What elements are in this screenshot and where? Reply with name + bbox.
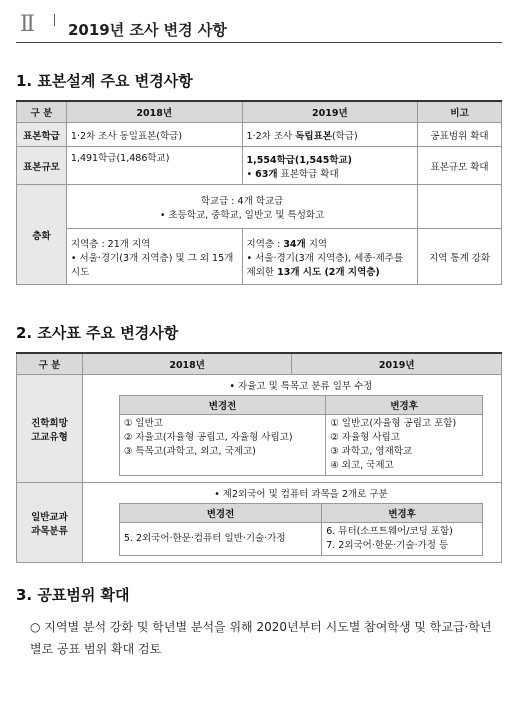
col-note: 비고 [418, 101, 502, 123]
row-head: 표본규모 [17, 147, 67, 185]
before-after-table [119, 395, 483, 476]
chapter-number: Ⅱ [20, 12, 35, 37]
row-head: 일반교과 과목분류 [17, 483, 83, 563]
section3-title: 3. 공표범위 확대 [16, 586, 130, 604]
col-2018: 2018년 [82, 353, 292, 375]
cell-note: 공표범위 확대 [418, 123, 502, 147]
cell-change [82, 375, 501, 483]
col-category: 구 분 [17, 101, 67, 123]
change-summary: • 자율고 및 특목고 분류 일부 수정 [229, 381, 373, 392]
cell-note-empty [418, 185, 502, 229]
change-summary: • 제2외국어 및 컴퓨터 과목을 2개로 구분 [214, 489, 388, 500]
col-2018: 2018년 [66, 101, 242, 123]
before-after-table [119, 503, 483, 556]
cell-2018: 1,491학급(1,486학교) [66, 147, 242, 185]
before-header: 변경전 [119, 504, 321, 523]
after-list: 6. 뮤터(소프트웨어/코딩 포함) 7. 2외국어·한문·기술·가정 등 [322, 523, 483, 556]
section1-title: 1. 표본설계 주요 변경사항 [16, 72, 193, 90]
col-category: 구 분 [17, 353, 83, 375]
questionnaire-table [16, 352, 502, 563]
cell-2019: 지역층 : 34개 지역 • 서울·경기(3개 지역층), 세종·제주를 제외한 13개 시도 (2개 지역층) [242, 229, 418, 285]
row-head: 층화 [17, 185, 67, 285]
section3-paragraph: ○ 지역별 분석 강화 및 학년별 분석을 위해 2020년부터 시도별 참여학생 및 학교급·학년별로 공표 범위 확대 검토 [30, 620, 492, 656]
cell-2018: 1·2차 조사 동일표본(학급) [66, 123, 242, 147]
cell-2018: 지역층 : 21개 지역 • 서울·경기(3개 지역층) 및 그 외 15개 시도 [66, 229, 242, 285]
after-header: 변경후 [322, 504, 483, 523]
sampling-table [16, 100, 502, 285]
col-2019: 2019년 [292, 353, 502, 375]
row-head: 진학희망 고교유형 [17, 375, 83, 483]
section2-title: 2. 조사표 주요 변경사항 [16, 324, 179, 342]
after-header: 변경후 [326, 396, 483, 415]
chapter-title: 2019년 조사 변경 사항 [68, 21, 227, 39]
after-list: ① 일반고(자율형 공립고 포함) ② 자율형 사립고 ③ 과학고, 영재학교 ④ 외고, 국제고 [326, 415, 483, 476]
chapter-header [16, 8, 502, 43]
before-header: 변경전 [119, 396, 325, 415]
cell-2019: 1·2차 조사 독립표본(학급) [242, 123, 418, 147]
divider [54, 14, 55, 26]
cell-common: 학교급 : 4개 학교급 • 초등학교, 중학교, 일반고 및 특성화고 [66, 185, 417, 229]
cell-2019: 1,554학급(1,545학교) • 63개 표본학급 확대 [242, 147, 418, 185]
cell-change [82, 483, 501, 563]
cell-note: 지역 통계 강화 [418, 229, 502, 285]
before-list: 5. 2외국어·한문·컴퓨터 일반·기술·가정 [119, 523, 321, 556]
row-head: 표본학급 [17, 123, 67, 147]
col-2019: 2019년 [242, 101, 418, 123]
cell-note: 표본규모 확대 [418, 147, 502, 185]
before-list: ① 일반고 ② 자율고(자율형 공립고, 자율형 사립고) ③ 특목고(과학고, 외고, 국제고) [119, 415, 325, 476]
